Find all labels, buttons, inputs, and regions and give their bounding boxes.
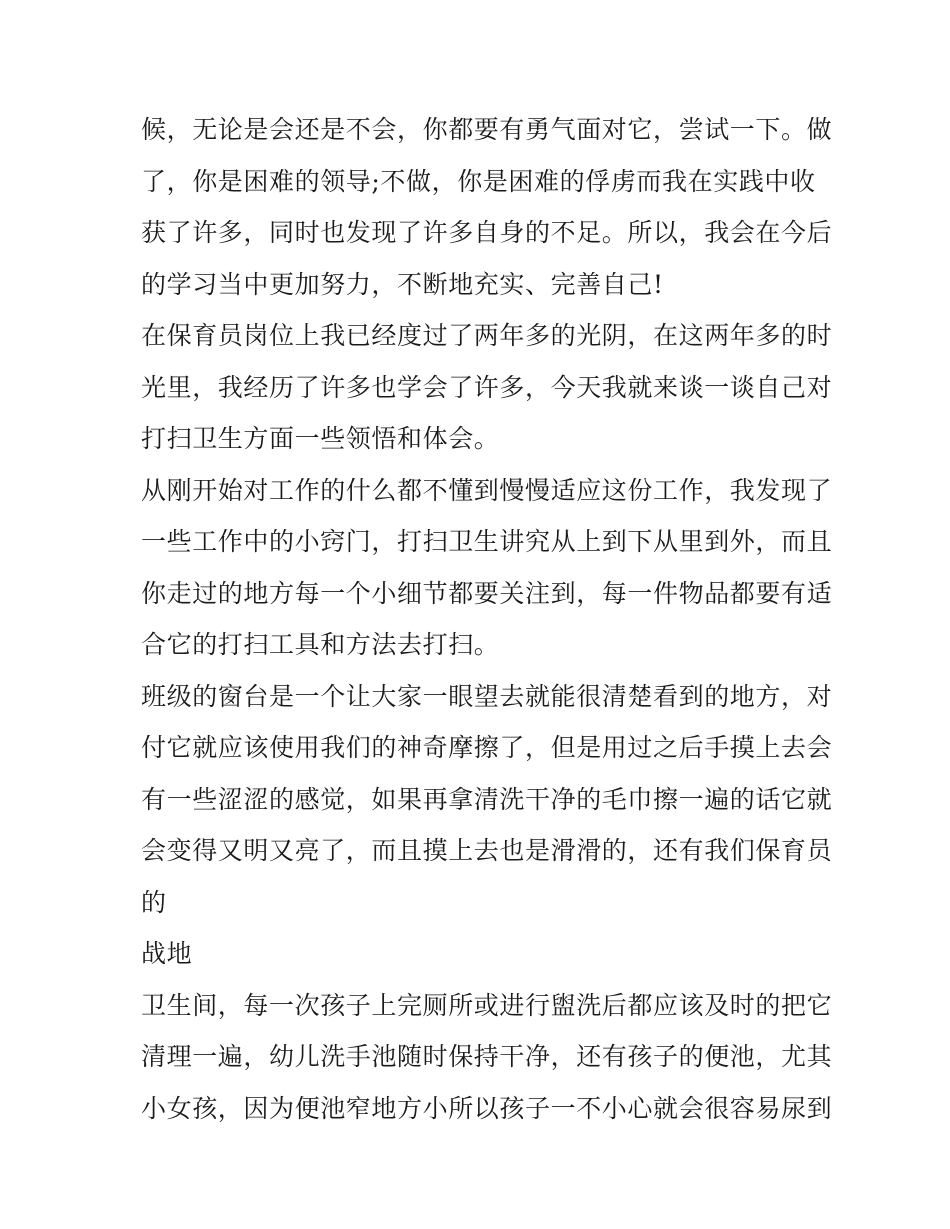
text-line: 了，你是困难的领导;不做，你是困难的俘虏而我在实践中收: [141, 166, 816, 196]
text-line: 战地: [141, 939, 193, 968]
text-line: 获了许多，同时也发现了许多自身的不足。所以，我会在今后: [141, 218, 833, 247]
document-body-text: [141, 104, 833, 1134]
text-line: 的: [141, 887, 167, 917]
text-line: 付它就应该使用我们的神奇摩擦了，但是用过之后手摸上去会: [141, 733, 833, 762]
text-line: 你走过的地方每一个小细节都要关注到，每一件物品都要有适: [141, 578, 833, 608]
text-line: 一些工作中的小窍门，打扫卫生讲究从上到下从里到外，而且: [141, 527, 833, 556]
text-line: 卫生间，每一次孩子上完厕所或进行盥洗后都应该及时的把它: [141, 990, 833, 1020]
text-line: 班级的窗台是一个让大家一眼望去就能很清楚看到的地方，对: [141, 681, 833, 711]
text-line: 的学习当中更加努力，不断地充实、完善自己!: [141, 269, 664, 299]
text-line: 清理一遍，幼儿洗手池随时保持干净，还有孩子的便池，尤其: [141, 1042, 833, 1071]
text-line: 小女孩，因为便池窄地方小所以孩子一不小心就会很容易尿到: [141, 1093, 833, 1123]
text-line: 光里，我经历了许多也学会了许多，今天我就来谈一谈自己对: [141, 372, 833, 402]
text-line: 候，无论是会还是不会，你都要有勇气面对它，尝试一下。做: [141, 115, 833, 144]
text-line: 会变得又明又亮了，而且摸上去也是滑滑的，还有我们保育员: [141, 836, 833, 865]
text-line: 在保育员岗位上我已经度过了两年多的光阴，在这两年多的时: [141, 321, 833, 350]
text-line: 合它的打扫工具和方法去打扫。: [141, 630, 500, 659]
text-line: 打扫卫生方面一些领悟和体会。: [141, 424, 500, 453]
text-line: 有一些涩涩的感觉，如果再拿清洗干净的毛巾擦一遍的话它就: [141, 784, 833, 814]
text-line: 从刚开始对工作的什么都不懂到慢慢适应这份工作，我发现了: [141, 475, 833, 505]
